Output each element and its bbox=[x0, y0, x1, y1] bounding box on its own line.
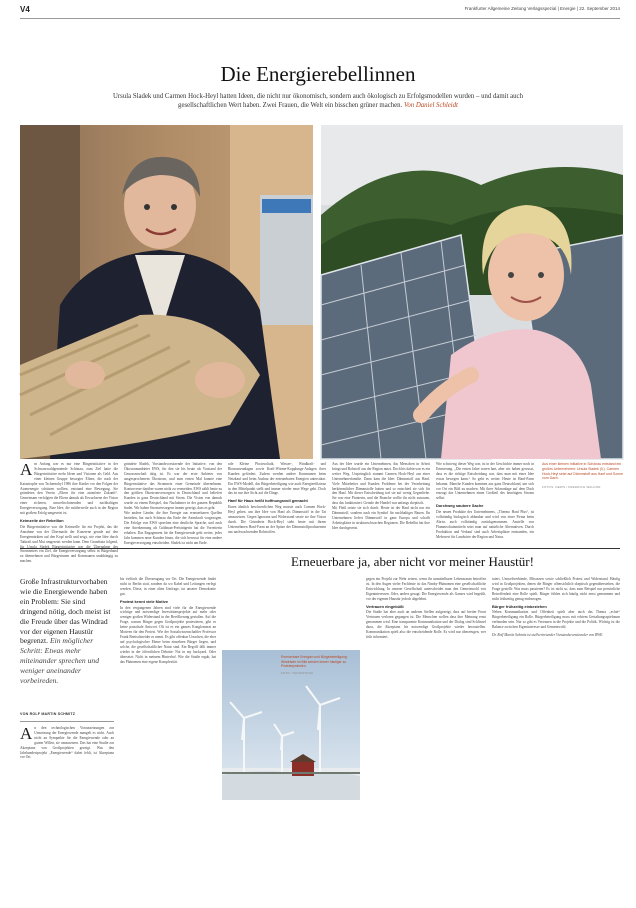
col2-rest: Wie andere Länder, die ihre Energie aus erneuerbaren Quellen beziehen, hat auch Schönau das Ende der Atomkraft vorgezogen. Die Erfolge von EWS sprechen eine deutliche Sprache, und auch eine Anerkennung als Goldman-Preisträgerin hat die Vorreiterin erhalten. Das Engagement für die Energiewende geht weiter, jedes Jahr kommen neue Kunden hinzu, die sich bewusst für eine andere Energieversorgung entscheiden. Sladek ist nicht am Ende. bbox=[124, 511, 222, 545]
col-a-rest: In den vergangenen Jahren sind viele für die Energiewende wichtige und notwendige Investitionsprojekte auf mehr oder weniger großen Widerstand in der Bevölkerung gestoßen. Auf die Frage, warum Bürger gegen Großprojekte protestieren, gibt es keine pauschale Antwort. Oft ist es ein ganzes Konglomerat an Motiven für den Protest. Wie der Sozialwissenschaftler Professor Frank Brettschneider es nennt. Es gibt offenbar Ursachen, die eher auf psychologischer Ebene beim einzelnen Bürger liegen, und solche, die gesellschaftlicher Natur sind. Ein Begriff fällt immer wieder in der öffentlichen Debatte: Not in my backyard. Oder übersetzt: Nicht in meinem Hinterhof. Wie die Studie ergab, hat das Phänomen eine eigene Komplexität. bbox=[120, 605, 216, 664]
wind-credit: FOTO: THINKSTOCK bbox=[281, 670, 314, 675]
col1-rest: Die Bürgerinitiative war die Keimzelle für ein Projekt, das die Annahme von der Übermacht der Konzerne gerade auf den Energiemärkten auf den Kopf stellt und zeigt, wie eine Idee durch Tatkraft und Mut umgesetzt werden kann. Dem Grundsatz folgend, für Ursula Sladek Bürgerinitiative war die Übernahme des Stromnetzes ein Ziel, die Energieversorgung selbst in Bürgerhand zu übernehmen und Bürgerinnen und Kommunen unabhängig zu machen. bbox=[20, 524, 118, 564]
portrait-illustration-right bbox=[321, 125, 623, 459]
col3-rest: Einen ähnlich beschwerlichen Weg musste auch Carmen Hock-Heyl gehen, um ihre Idee von Hanf als Dämmstoff in die Tat umzusetzen. Gegen Ignoranz und Widerstand setzte sie ihre Vision durch. Die Gründerin Hock-Heyl steht heute mit ihrem Unternehmen Hanf-Farm an der Spitze der Dämmstoffproduzenten aus nachwachsenden Rohstoffen. bbox=[228, 505, 326, 534]
article2-side-body bbox=[20, 726, 114, 806]
col-a-text: bis vielfach die Überzeugung vor Ort. Die Energiewende findet nicht in Berlin statt, sondern da wo Kabel und Leitungen verlegt werden. Diese, in einer alten Umfrage, tut unserer Demokratie gut. bbox=[120, 577, 216, 596]
subhead-vertrauen: Vertrauen eingebüßt bbox=[366, 603, 404, 609]
col-b-text: gegen ein Projekt zur Wehr setzen, wenn ihr unmittelbarer Lebensraum betroffen ist. In den Augen vieler Fachleute ist das Nimby-Phänomen eine gesellschaftliche Entwicklung. In unserer Gesellschaft unterscheidet man den Gemeinwohl von Eigeninteressen. Oder, anders gesagt: Die Energiewende als Ganzes wird begrüßt, vor der eigenen Haustür jedoch abgelehnt. bbox=[366, 577, 486, 601]
photo-ursula-sladek bbox=[20, 125, 313, 459]
article-title: Die Energierebellinnen bbox=[220, 62, 416, 86]
col3-text: rale Kleine Photovoltaik, Wasser-, Windkraft- und Biomasseanlagen sowie Kraft-Wärme-Kopplungs-Anlagen ihrer Kunden gefördert. Zudem werden andere Kommunen beim Netzkauf und beim Ausbau der erneuerbaren Energien unterstützt. Ein EWS-Modell, das Bürgerbeteiligung wie auch Energieeffizienz in den Mittelpunkt stellt und immer wieder neue Wege geht. Doch das ist nur ihre Sicht auf die Dinge. bbox=[228, 462, 326, 496]
drop-cap-2: A bbox=[20, 724, 33, 743]
deck-text: Ursula Sladek und Carmen Hock-Heyl hatten Ideen, die nicht nur ökonomisch, sondern auch ökologisch zu Erfolgsmodellen wurden – und damit auch gesellschaftlichen Wert haben. Zwei Frauen, die Welt ein bisschen grüner machen. bbox=[113, 93, 523, 110]
wind-caption-text: Erneuerbare Energien und Bürgerbeteiligung: Windräder im Bild werden immer häufiger zu Protestsymbolen. bbox=[281, 655, 348, 668]
article2-side-headline bbox=[20, 577, 114, 686]
subhead-keimzelle: Keimzelle der Rebellion bbox=[20, 517, 64, 523]
col5-rest: Die neuen Produkte des Unternehmens, „Thermo Hanf Plus“, ist vollständig biologisch abbaubar und wird von einer Firma beim Abriss auch vollständig zurückgenommen. Anstelle von Flammschutzmitteln setzt man auf natürliche Alternativen. Durch Produktion und Verkauf sind auch Arbeitsplätze entstanden, ein Mehrwert für Landwirte der Region und Natur. bbox=[436, 510, 534, 539]
header-rule bbox=[20, 18, 620, 19]
deck-byline: Von Daniel Schleidt bbox=[403, 102, 458, 110]
col1-lead: m Anfang war es nur eine Bürgerinitiative in der Schwarzwaldgemeinde Schönau, zum Ziel hatte die Bürgerinitiative mehr Ideen und Visionen als Geld. Aus einer kleinen Gruppe besorgter Eltern, die nach der Katastrophe von Tschernobyl 1986 ihre Kinder vor den Folgen der Atomenergie schützen wollten, entstand eine Bewegung. Sie gründeten den Verein „Eltern für eine atomfreie Zukunft“. Gemeinsam verfolgten die Eltern damals als Erwachsene der Vision einer sicheren, umweltschonenden und nachhaltigen Energieversorgung. Eine Idee, die mittlerweile auch in der Region mit großem Erfolg umgesetzt ist. bbox=[20, 462, 118, 516]
col2-text: gründete Sladek, Vorstandsvorsitzende der Initiative, von den Ökostromanbieter EWS, für den sie bis heute als Vorstand der Genossenschaft tätig ist. Es war der erste Anbieter von ausgesprochenem Ökostrom, und zum ersten Mal konnte eine Bürgerinitiative das Stromnetz einer Gemeinde übernehmen. Kontroverse darüber waren nicht zu vermeiden. EWS zählt heute zu den größten Ökostromversorgern in Deutschland und beliefert Kunden in ganz Deutschland mit Strom. Die Vision von damals wurde zu einem Beispiel, das Nachahmer in der ganzen Republik findet. Wir haben Stromversorgern immer gezeigt, dass es geht. bbox=[124, 462, 222, 511]
subhead-protest: Protest kennt viele Motive bbox=[120, 598, 168, 604]
section-rule bbox=[20, 548, 620, 549]
article2-col-c bbox=[492, 577, 620, 806]
article1-col1 bbox=[20, 460, 118, 564]
article1-col3 bbox=[228, 462, 326, 556]
article1-col2 bbox=[124, 462, 222, 556]
photo-carmen-hock-heyl bbox=[321, 125, 623, 459]
col-b-rest: Die Studie hat aber auch an anderen Stellen aufgezeigt, dass auf breiter Front Vertrauen verloren gegangen ist. Die Menschen wollen dass ihre Meinung ernst genommen wird. Eine transparente Kommunikation und der Dialog sind Schlüssel dazu, die Akzeptanz für notwendige Großprojekte wieder herzustellen. Kommunikation spielt also die entscheidende Rolle. Es wird nur überzeugen, wer früh informiert. bbox=[366, 610, 486, 639]
subhead-saubere-sache: Durchweg saubere Sache bbox=[436, 503, 484, 509]
article2-title: Erneuerbare ja, aber nicht vor meiner Haustür! bbox=[291, 554, 534, 569]
col4-rest: Mit Fleiß setzte sie sich durch. Heute ist der Hanf nicht nur ein Dämmstoff, sondern auch ein Symbol für nachhaltiges Bauen. Ihr Unternehmen liefert Dämmstoff in ganz Europa und schafft Arbeitsplätze in strukturschwachen Regionen. Die Rebellin hat ihre Idee durchgesetzt. bbox=[332, 506, 430, 530]
wind-caption bbox=[281, 655, 357, 675]
photo-credit: FOTOS: DEWS / FREDRICH WALDOR bbox=[542, 485, 601, 490]
subhead-hanf: Hanf für Haus heißt hoffnungsvoll gemacht bbox=[228, 498, 308, 504]
article2-byline: VON ROLF MARTIN SCHMITZ bbox=[20, 712, 76, 716]
article2-col-a bbox=[120, 577, 216, 664]
subhead-buerger: Bürger frühzeitig einbeziehen bbox=[492, 603, 547, 609]
article1-col4 bbox=[332, 462, 430, 556]
col4-text: Aus der Idee wurde ein Unternehmen, das Menschen in Arbeit bringt und Rohstoff aus der Region nutzt. Doch bis dahin war es ein weiter Weg. Ursprünglich stammt Carmen Hock-Heyl aus einer Unternehmerfamilie. Dann kam die Idee: Dämmstoff aus Hanf. Viele Mitarbeiter und Kunden Probleme bei der Verarbeitung herkömmlicher Dämmstoffe hatten und so entschied sie sich für den Hanf. Mit dieser Entscheidung traf sie auf wenig Gegenliebe. Sie war eine Pionierin, und die Branche wollte ihr nicht zutrauen, dass das funktioniert. Gerade der Handel war anfangs skeptisch. bbox=[332, 462, 430, 506]
page-label: V4 bbox=[20, 5, 30, 14]
author-note: Dr. Rolf Martin Schmitz ist stellvertretender Vorstandsvorsitzender von RWE. bbox=[492, 633, 604, 638]
article2-col-a-cont bbox=[120, 656, 216, 806]
article-deck bbox=[110, 92, 526, 111]
col5-text: Wie schwierig dieser Weg war, ist in der Geschichte immer noch in Erinnerung. „Die ersten Jahre waren hart, aber wir haben gewusst, dass es die richtige Entscheidung war, dass man mit einer Idee etwas bewegen kann.“ So geht es weiter. Heute ist Hanf-Farm bekannt. Manche Kunden kommen aus ganz Deutschland, um sich vor Ort ein Bild zu machen. Mit ihrer Solaranlage auf dem Dach erzeugt das Unternehmen einen Großteil des benötigten Stroms selbst. bbox=[436, 462, 534, 501]
col-c-text: tuiert, Umweltverbände, Mitsassen sowie schließlich Protest und Widerstand. Häufig wird in Großprojekten, denen die Bürger offensichtlich skeptisch gegenüberstehen, die Frage gestellt: Was muss passieren? Es ist nicht so, dass zum Beispiel nur persönliche Betroffenheit eine Rolle spielt. Bürger fühlen sich häufig nicht ernst genommen und nicht frühzeitig genug einbezogen. bbox=[492, 577, 620, 601]
photo-caption bbox=[542, 462, 624, 490]
side-headline-text: Große Infrastrukturvorhaben wie die Energiewende haben ein Problem: Sie sind dringend nötig, doch meist ist die Freude über das Windrad vor der eigenen Haustür begrenzt. bbox=[20, 577, 111, 646]
byline-rule bbox=[20, 721, 114, 722]
caption-text: Aus einer kleinen Initiative in Schönau entstand ein großes Unternehmen: Ursula Sladek (li.). Carmen Hock-Heyl setzt auf Dämmstoff aus Hanf und Sonne vom Dach. bbox=[542, 462, 624, 481]
side-body-text: n den technologischen Voraussetzungen zur Umsetzung der Energiewende mangelt es nicht. Auch nicht an Sympathie für die Energiewende oder an gutem Willen, sie umzusetzen. Das hat eine Studie zur Akzeptanz von Großprojekten gezeigt. Was den Jahrhundertprojekt „Energiewende“ dabei fehlt, ist Akzeptanz vor Ort. bbox=[20, 726, 114, 760]
page-meta: Frankfurter Allgemeine Zeitung Verlagsspezial | Energie | 22. September 2014 bbox=[464, 6, 620, 11]
drop-cap: A bbox=[20, 460, 33, 479]
article1-col5 bbox=[436, 462, 534, 556]
article2-col-b bbox=[366, 577, 486, 806]
portrait-illustration-left bbox=[20, 125, 313, 459]
col-c-rest: Neben Kommunikation und Offenheit spielt aber auch das Thema „echte“ Bürgerbeteiligung ein Rolle. Bürgerbeteiligung muss mit echtem Gestaltungsspielraum verbunden sein. Nur so gibt es Vertrauen in die Projekte und die Politik. Wichtig ist die Balance zwischen Eigeninteresse und Gemeinwohl. bbox=[492, 610, 620, 630]
side-headline-italic: Ein möglicher Schritt: Etwas mehr miteinander sprechen und weniger aneinander vorbeireden. bbox=[20, 636, 100, 686]
